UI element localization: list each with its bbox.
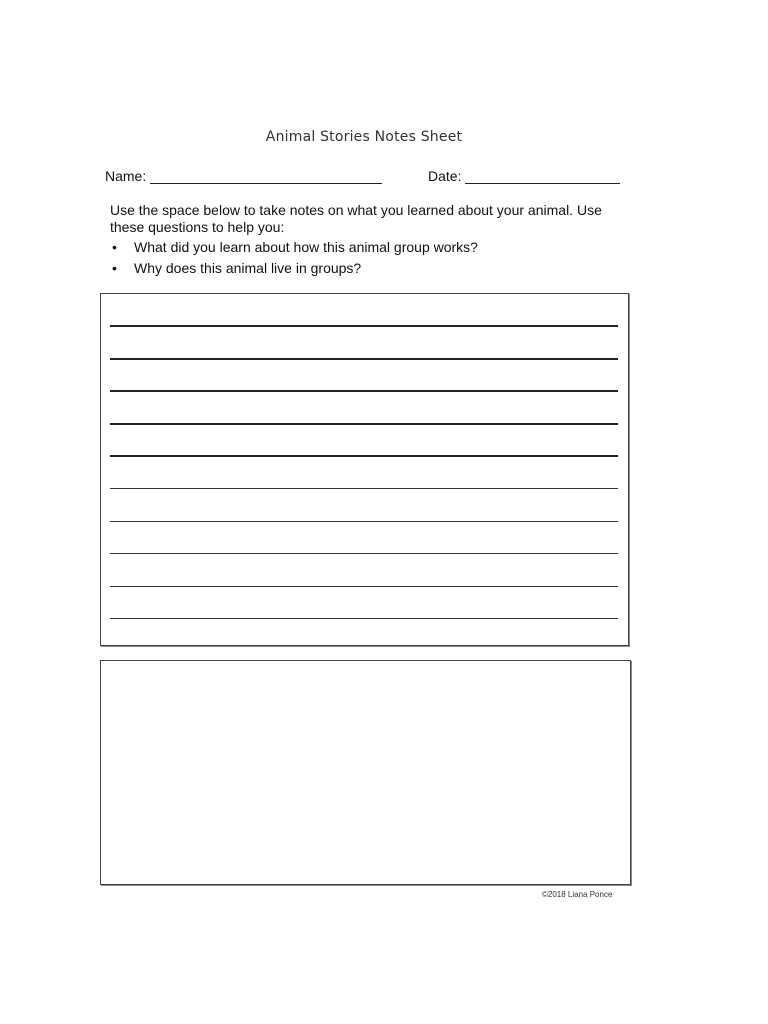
drawing-box[interactable] (100, 660, 631, 885)
note-line[interactable] (110, 618, 618, 619)
name-label: Name: (105, 168, 147, 184)
note-line[interactable] (110, 488, 618, 489)
note-line[interactable] (110, 358, 618, 360)
worksheet-title: Animal Stories Notes Sheet (265, 129, 463, 145)
bullet-icon: • (112, 239, 117, 255)
note-line[interactable] (110, 455, 618, 457)
notes-writing-box[interactable] (100, 293, 629, 646)
instructions-block (110, 202, 630, 281)
question-text: What did you learn about how this animal group works? (134, 239, 478, 255)
date-blank-line[interactable] (465, 169, 620, 184)
note-line[interactable] (110, 521, 618, 522)
note-line[interactable] (110, 553, 618, 554)
instructions-text: Use the space below to take notes on what you learned about your animal. Use these questions to help you: (110, 202, 602, 235)
note-line[interactable] (110, 586, 618, 587)
question-item (110, 239, 630, 256)
note-line[interactable] (110, 325, 618, 327)
question-list (110, 239, 630, 277)
name-field[interactable] (105, 168, 382, 184)
copyright-notice: ©2018 Liana Ponce (542, 890, 613, 899)
date-label: Date: (428, 168, 462, 184)
date-field[interactable] (428, 168, 620, 184)
name-blank-line[interactable] (150, 169, 382, 184)
question-text: Why does this animal live in groups? (134, 260, 362, 276)
bullet-icon: • (112, 260, 117, 276)
note-line[interactable] (110, 423, 618, 425)
note-line[interactable] (110, 390, 618, 392)
question-item (110, 260, 630, 277)
